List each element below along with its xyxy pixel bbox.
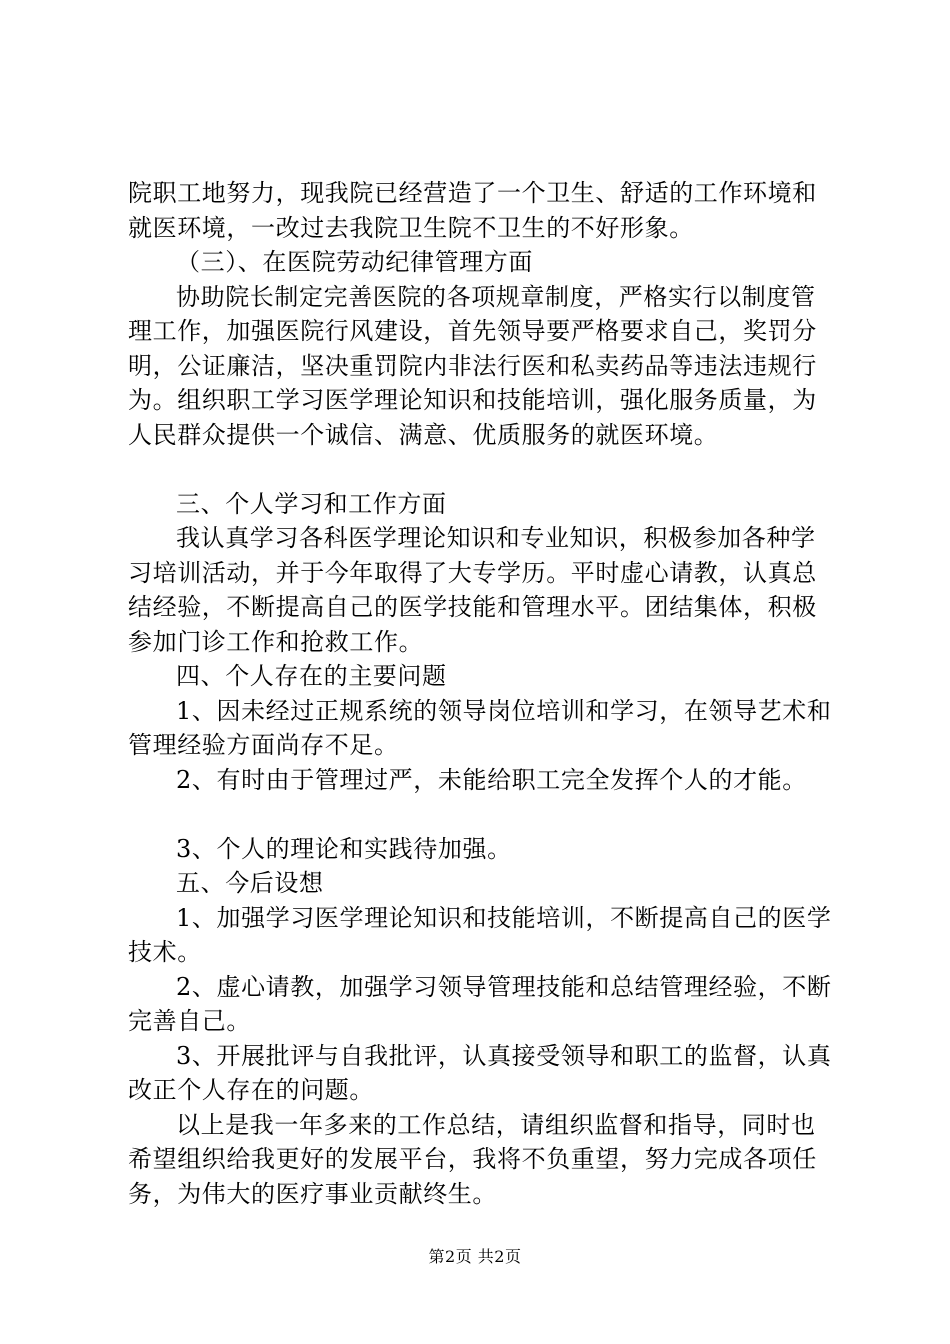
- plan-item-1: 1、加强学习医学理论知识和技能培训，不断提高自己的医学技术。: [128, 903, 832, 966]
- paragraph-continuation: 院职工地努力，现我院已经营造了一个卫生、舒适的工作环境和就医环境，一改过去我院卫生院不卫生的不好形象。: [128, 179, 817, 242]
- problem-item-2: 2、有时由于管理过严，未能给职工完全发挥个人的才能。: [176, 765, 807, 794]
- paragraph-study: 我认真学习各科医学理论知识和专业知识，积极参加各种学习培训活动，并于今年取得了大专学历。平时虚心请教，认真总结经验，不断提高自己的医学技能和管理水平。团结集体，积极参加门诊工作和抢救工作。: [128, 524, 817, 656]
- page-number-footer: 第2页 共2页: [428, 1247, 522, 1266]
- problem-item-3: 3、个人的理论和实践待加强。: [176, 834, 512, 863]
- problem-item-1: 1、因未经过正规系统的领导岗位培训和学习，在领导艺术和管理经验方面尚存不足。: [128, 696, 832, 759]
- section-heading-plans: 五、今后设想: [176, 869, 324, 897]
- paragraph-discipline: 协助院长制定完善医院的各项规章制度，严格实行以制度管理工作，加强医院行风建设，首先领导要严格要求自己，奖罚分明，公证廉洁，坚决重罚院内非法行医和私卖药品等违法违规行为。组织职工学习医学理论知识和技能培训，强化服务质量，为人民群众提供一个诚信、满意、优质服务的就医环境。: [128, 282, 817, 449]
- section-heading-problems: 四、个人存在的主要问题: [176, 662, 447, 690]
- plan-item-3: 3、开展批评与自我批评，认真接受领导和职工的监督，认真改正个人存在的问题。: [128, 1041, 832, 1104]
- closing-paragraph: 以上是我一年多来的工作总结，请组织监督和指导，同时也希望组织给我更好的发展平台，我将不负重望，努力完成各项任务，为伟大的医疗事业贡献终生。: [128, 1110, 817, 1208]
- subsection-heading-discipline: （三）、在医院劳动纪律管理方面: [176, 248, 533, 276]
- plan-item-2: 2、虚心请教，加强学习领导管理技能和总结管理经验，不断完善自己。: [128, 972, 832, 1035]
- document-body: [128, 176, 838, 1211]
- section-heading-study: 三、个人学习和工作方面: [176, 489, 447, 518]
